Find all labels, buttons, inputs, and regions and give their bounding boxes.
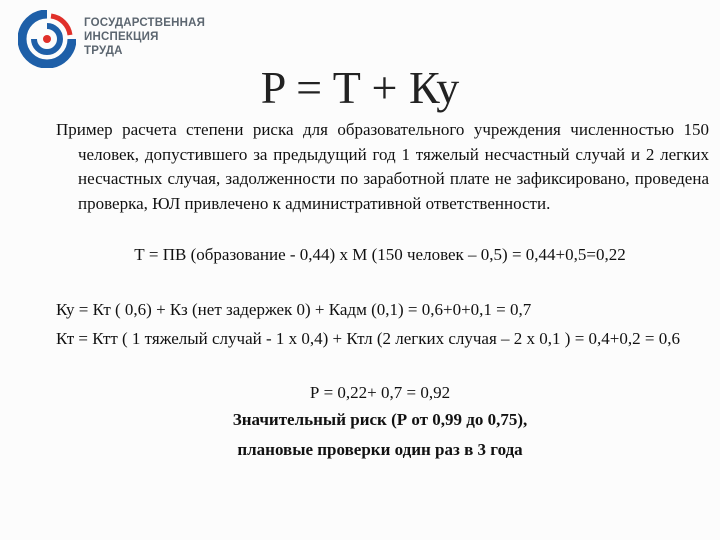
- example-paragraph: Пример расчета степени риска для образовательного учреждения численностью 150 человек, допустившего за предыдущий год 1 тяжелый несчастный случай и 2 легких несчастных случая, задолженности по заработной плате не зафиксировано, проведена проверка, ЮЛ привлечено к административной ответственности.: [56, 120, 709, 213]
- kt-formula: Кт = Ктт ( 1 тяжелый случай - 1 х 0,4) + Ктл (2 легких случая – 2 х 0,1 ) = 0,4+0,2 = 0,6: [56, 329, 680, 348]
- p-formula: Р = 0,22+ 0,7 = 0,92: [309, 383, 451, 402]
- inspection-logo-icon: [18, 10, 76, 68]
- ky-formula: Ку = Кт ( 0,6) + Кз (нет задержек 0) + Кадм (0,1) = 0,6+0+0,1 = 0,7: [56, 300, 532, 319]
- t-formula: Т = ПВ (образование - 0,44) х М (150 человек – 0,5) = 0,44+0,5=0,22: [134, 245, 626, 264]
- slide-title: P = T + Ку: [260, 62, 460, 113]
- logo-line-3: ТРУДА: [84, 45, 123, 57]
- logo-line-1: ГОСУДАРСТВЕННАЯ: [84, 17, 206, 29]
- logo-text: [84, 16, 205, 58]
- logo-line-2: ИНСПЕКЦИЯ: [84, 31, 159, 43]
- inspection-frequency: плановые проверки один раз в 3 года: [237, 440, 523, 459]
- risk-conclusion: Значительный риск (Р от 0,99 до 0,75),: [232, 410, 528, 429]
- logo: [18, 8, 218, 68]
